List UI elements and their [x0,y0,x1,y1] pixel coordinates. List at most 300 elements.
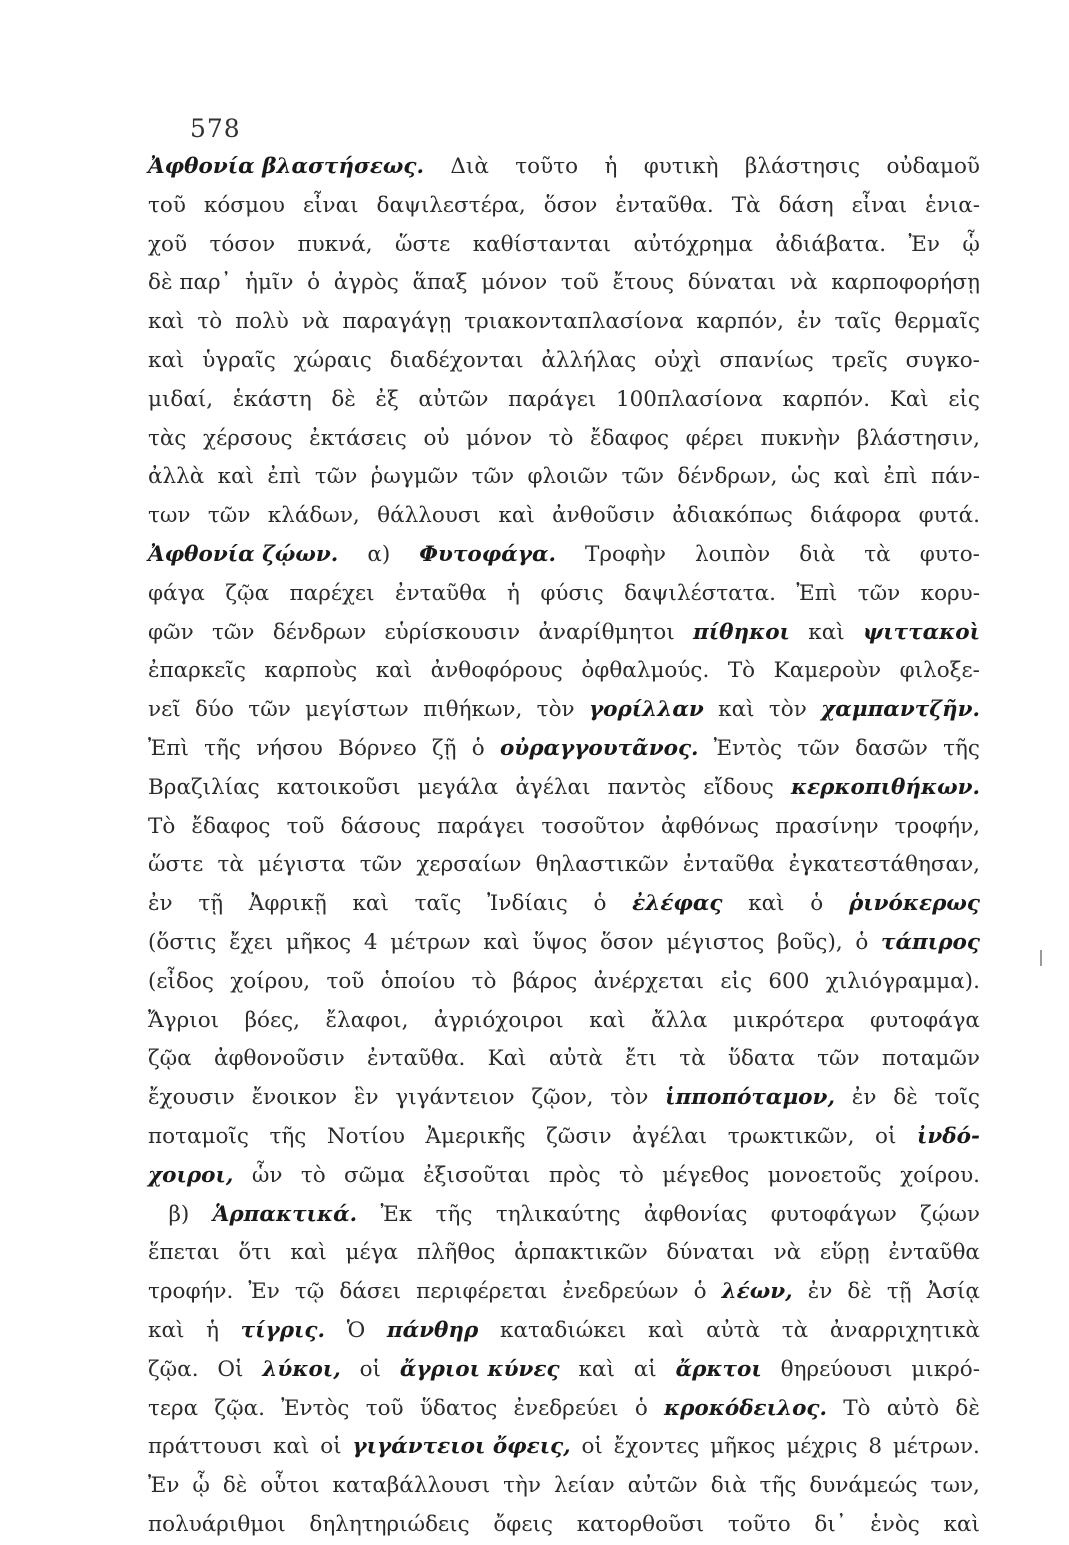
word: τῆς [759,1473,797,1499]
word: δένδρων [272,619,367,645]
word: τῶν [817,1046,860,1072]
word: Ἐπὶ [148,735,189,761]
word: οὗτοι [260,1473,320,1499]
word: τὴν [503,1473,541,1499]
word: Τροφὴν [585,541,666,567]
emphasized-term: οὐραγγουτᾶνος. [499,735,699,761]
word: δύναται [666,1240,755,1266]
word: βόες, [244,1007,300,1033]
word: διὰ [710,1473,747,1499]
word: ἑκάστη [232,386,312,412]
word: πάν- [930,464,980,490]
word: των, [930,1473,980,1499]
word: ὑγραῖς [202,347,276,373]
word: πρασίνην [775,813,879,839]
word: μέτρων [390,929,471,955]
word: καὶ [943,1511,980,1537]
text-line [148,924,980,963]
word: δαψιλέστατα. [624,580,776,606]
emphasized-term: Ἀφθονία ζῴων. [148,541,339,567]
word: δὲ [955,1395,980,1421]
word: εἶναι [302,192,359,218]
word: αὐτὰ [548,1046,603,1072]
word: συγκο- [905,347,980,373]
word: ἀδιακόπως [672,503,793,529]
word: α) [367,541,391,567]
word: Ἀμερικῆς [425,1123,526,1149]
word: τῶν [857,580,901,606]
word: καὶ [648,1317,685,1343]
word: ἔδαφος [191,813,271,839]
word: ἐνταῦθα. [366,1046,466,1072]
word: ἐνεδρεύων [562,1279,679,1305]
word: ταῖς [834,309,882,335]
word: τὸ [471,968,497,994]
word: ἐνεδρεύει [513,1395,619,1421]
word: τόσον [209,231,276,257]
word: 100πλασίονα [615,386,763,412]
emphasized-term: λύκοι, [262,1356,341,1382]
word: τῶν [314,464,358,490]
word: δὲ [331,386,356,412]
word: Ἐντὸς [281,1395,350,1421]
word: ζῴων [920,1201,980,1227]
word: πολυάριθμοι [148,1511,286,1537]
emphasized-term: ἱπποπόταμον, [665,1085,835,1111]
word: τὸν [536,697,575,723]
word: ἀνέρχεται [593,968,705,994]
text-line [148,342,980,381]
word: φυτικὴ [643,154,719,179]
word: τρωκτικῶν, [727,1123,855,1149]
emphasized-term: Ἁρπακτικά. [212,1201,358,1227]
text-line [148,458,980,497]
word: πλῆθος [416,1240,496,1266]
word: ἐνταῦθα [888,1240,980,1266]
word: ἄλλα [651,1007,708,1033]
emphasized-term: ἄγριοι κύνες [399,1356,560,1382]
word: φέρει [685,425,745,451]
word: οὐχὶ [654,347,702,373]
word: καὶ [148,309,185,335]
word: Ἐκ [380,1201,413,1227]
word: ζῷον, [531,1085,594,1111]
word: χοίρου, [230,968,311,994]
word: ἡμῖν [245,270,294,296]
word: εἰς [720,968,753,994]
emphasized-term: ψιττακοὶ [863,619,980,645]
word: καὶ [833,464,871,490]
word: φάγα [148,580,205,606]
text-line [148,1079,980,1118]
word: Οἱ [217,1356,244,1382]
word: ἀφθόνως [660,813,759,839]
word: ταῖς [414,891,462,917]
word: διάφορα [810,503,902,529]
word: καὶ [375,658,413,684]
word: των [148,503,191,529]
word: ὁ [307,270,321,296]
word: 8 [868,1434,882,1460]
emphasized-term: γιγάντειοι ὄφεις, [352,1434,571,1460]
emphasized-term: χαμπαντζῆν. [821,697,980,723]
word: τῷ [294,1279,325,1305]
word: ὕψος [532,929,588,955]
word: ἐν [807,1279,833,1305]
word: ἐπὶ [267,464,302,490]
word: ἔχοντες [613,1434,700,1460]
emphasized-term: ἐλέφας [632,891,723,917]
word: σπανίως [719,347,814,373]
word: τὰ [217,852,244,878]
word: τῆς [943,735,980,761]
text-line [148,808,980,847]
word: δὲ [847,1279,872,1305]
word: τοῦ [326,968,365,994]
word: ὁ [634,1395,648,1421]
word: ἐξισοῦται [423,1162,531,1188]
word: χερσαίων [416,852,522,878]
word: τοῦ [560,270,599,296]
word: ὄφεις [493,1511,553,1537]
word: ὁ [810,891,824,917]
word: ἐνταῦθα [395,580,487,606]
word: Ἰνδίαις [487,891,568,917]
word: φυτοφάγα [870,1007,980,1033]
emphasized-term: πάνθηρ [386,1317,479,1343]
word: ζῇ [431,735,457,761]
word: Καὶ [487,1046,527,1072]
word: χοίρου. [900,1162,980,1188]
word: καὶ [578,1356,615,1382]
word: νήσου [256,735,323,761]
word: τοῦ [148,192,186,218]
word: ὁ [593,891,607,917]
word: ὕδατα [727,1046,795,1072]
word: ἡ [206,1317,219,1343]
word: μῆκος [710,1434,776,1460]
text-line [148,187,980,226]
word: Βόρνεο [338,735,417,761]
word: πυκνὴν [760,425,841,451]
word: εἴδους [703,774,774,800]
word: ὧν [251,1162,283,1188]
word: χέρσους [203,425,293,451]
word: τοῖς [934,1085,980,1111]
word: Ὁ [346,1317,366,1343]
word: αὐτόχρημα [633,231,753,257]
word: ἐν [851,1085,877,1111]
word: καρπόν, [696,309,784,335]
word: μέχρις [786,1434,858,1460]
word: 4 [363,929,378,955]
word: Τὸ [843,1395,871,1421]
word: τοῦ [365,1395,404,1421]
word: καὶ [290,1240,327,1266]
word: πολὺ [235,309,289,335]
emphasized-term: πίθηκοι [692,619,790,645]
word: θερμαῖς [894,309,980,335]
word: καθίστανται [472,231,612,257]
word: ὁ [693,1279,707,1305]
word: ὕδατος [419,1395,498,1421]
word: εὕρῃ [819,1240,870,1266]
word: καρποὺς [264,658,358,684]
word: ἔχει [229,929,274,955]
word: τερα [148,1395,199,1421]
word: Ἐν [908,231,940,257]
word: ἀγέλαι [515,774,591,800]
word: Ἄγριοι [148,1007,220,1033]
word: καταβάλλουσι [332,1473,491,1499]
word: δύο [194,697,234,723]
emphasized-term: τίγρις. [240,1317,325,1343]
word: ἀλλὰ [148,464,205,490]
word: Ἀσίᾳ [926,1279,980,1305]
word: τοῦτο [727,1511,791,1537]
word: μιδαί, [148,386,214,412]
emphasized-term: τάπιρος [881,929,980,955]
word: βλάστησις [744,154,861,179]
word: διαδέχονται [389,347,524,373]
word: Καὶ [889,386,929,412]
emphasized-term: Φυτοφάγα. [419,541,556,567]
emphasized-term: γορίλλαν [588,697,704,723]
word: τὸ [300,1162,326,1188]
word: ᾧ [192,1473,210,1499]
word: οἱ [875,1123,897,1149]
word: οὐδαμοῦ [886,154,980,179]
word: καταδιώκει [500,1317,627,1343]
emphasized-term: χοιροι, [148,1162,234,1188]
word: ἡ [604,154,618,179]
word: ἡ [507,580,520,606]
word: δυνάμεώς [809,1473,918,1499]
word: θηρεύουσι [780,1356,893,1382]
word: δι᾽ [814,1511,847,1537]
word: φύσις [540,580,604,606]
word: ἔτι [625,1046,657,1072]
word: τῆς [204,735,241,761]
word: τὸν [610,1085,649,1111]
word: ἑνια- [925,192,980,218]
word: τοσοῦτον [541,813,645,839]
word: δὲ [893,1085,918,1111]
text-line [148,497,980,536]
word: ὅσον [543,192,598,218]
word: πράττουσι [148,1434,263,1460]
text-line [148,1390,980,1429]
word: μεγάλα [417,774,499,800]
word: μόνον [466,425,533,451]
word: ἔτους [612,270,675,296]
word: τῶν [471,464,515,490]
word: ἔνοικον [251,1085,338,1111]
text-line [148,691,980,730]
text-line [148,148,980,187]
word: νεῖ [148,697,181,723]
word: καὶ [148,1317,185,1343]
word: ὥστε [395,231,451,257]
page-number: 578 [190,114,241,143]
word: Ἀφρικῇ [248,891,327,917]
word: καὶ [148,347,185,373]
word: ἀναρριχητικὰ [829,1317,980,1343]
text-line [148,1157,980,1196]
word: ζῷα [225,580,270,606]
word: 600 [768,968,810,994]
word: παρέχει [289,580,375,606]
word: ἔχουσιν [148,1085,235,1111]
word: ἀναρίθμητοι [538,619,675,645]
word: ἅπαξ [412,270,468,296]
word: ὀφθαλμούς. [581,658,710,684]
word: βλάστησιν, [856,425,980,451]
word: ζῷα [148,1046,192,1072]
word: Ἐπὶ [796,580,838,606]
text-line [148,730,980,769]
emphasized-term: λέων, [721,1279,793,1305]
word: πυκνά, [297,231,373,257]
word: τὸ [197,309,223,335]
word: τηλικαύτης [495,1201,621,1227]
word: κατοικοῦσι [276,774,401,800]
text-line [148,1312,980,1351]
emphasized-term: κερκοπιθήκων. [790,774,980,800]
word: μικρότερα [732,1007,845,1033]
word: αὐτὰ [706,1317,761,1343]
word: ἔδαφος [590,425,670,451]
text-line [148,769,980,808]
word: δὲ [222,1473,248,1499]
word: ἐνταῦθα [682,852,775,878]
word: οὐ [423,425,450,451]
word: ὁ [855,929,869,955]
word: καὶ [217,464,255,490]
word: (εἶδος [148,968,214,994]
text-line [148,226,980,265]
body-text [148,148,980,1545]
word: τοῦτο [515,154,579,179]
word: Διὰ [450,154,489,179]
word: δάσους [340,813,421,839]
word: καὶ [352,891,389,917]
word: παντὸς [607,774,687,800]
word: γιγάντειον [395,1085,515,1111]
word: πιθήκων, [423,697,523,723]
word: τῇ [886,1279,912,1305]
word: δαψιλεστέρα, [376,192,526,218]
word: ἓν [353,1085,379,1111]
word: ἐν [148,891,173,917]
word: κατορθοῦσι [576,1511,705,1537]
word: μέγιστα [258,852,346,878]
word: ἀγρὸς [333,270,399,296]
word: ἑνὸς [870,1511,920,1537]
text-line [148,1002,980,1041]
word: τῇ [198,891,224,917]
word: μικρό- [911,1356,980,1382]
word: μέγιστος [666,929,765,955]
word: καρποφορήσῃ [831,270,980,296]
word: φιλοξε- [899,658,980,684]
word: τρεῖς [831,347,888,373]
word: φῶν [148,619,194,645]
word: μέτρων. [892,1434,980,1460]
word: θάλλουσι [377,503,481,529]
text-line [148,1118,980,1157]
word: ἀνθοφόρους [430,658,563,684]
word: αὐτῶν [418,386,489,412]
word: χώραις [293,347,372,373]
word: θηλαστικῶν [535,852,669,878]
word: ἐξ [375,386,399,412]
word: τῶν [621,464,664,490]
word: δένδρων, [677,464,778,490]
word: οἱ [320,1434,342,1460]
word: μεγίστων [305,697,409,723]
word: εἶναι [851,192,908,218]
word: ἀγέλαι [632,1123,708,1149]
text-line [148,1196,980,1235]
word: ὁποίου [380,968,456,994]
emphasized-term: ῥινόκερως [848,891,980,917]
text-line [148,1040,980,1079]
word: ζῷα. [214,1395,265,1421]
word: μῆκος [285,929,352,955]
text-line [148,885,980,924]
word: ὡς [790,464,821,490]
word: ἁρπακτικῶν [514,1240,648,1266]
word: Καμεροὺν [773,658,882,684]
text-line [148,846,980,885]
text-line [148,614,980,653]
word: νὰ [773,1240,802,1266]
text-line [148,575,980,614]
word: τροφήν. [148,1279,234,1305]
word: ὥστε [148,852,204,878]
word: τοῦ [286,813,325,839]
word: τῆς [269,1123,307,1149]
text-line [148,264,980,303]
word: καὶ [498,503,535,529]
word: οἱ [359,1356,381,1382]
word: ἐν [796,309,822,335]
word: δασῶν [855,735,928,761]
word: σῶμα [344,1162,405,1188]
word: μέγα [345,1240,399,1266]
word: αὐτὸ [886,1395,940,1421]
word: διὰ [799,541,836,567]
word: αἱ [633,1356,657,1382]
word: μόνον [481,270,548,296]
word: νὰ [789,270,818,296]
word: τὰ [679,1046,706,1072]
word: ἀδιάβατα. [775,231,887,257]
word: βοῦς), [776,929,843,955]
word: μονοετοῦς [767,1162,882,1188]
text-line [148,1506,980,1545]
word: ζῷα. [148,1356,199,1382]
word: Νοτίου [326,1123,405,1149]
word: τῶν [211,619,255,645]
word: μέγεθος [662,1162,750,1188]
word: ἔλαφοι, [325,1007,409,1033]
word: (ὅστις [148,929,217,955]
text-line [148,652,980,691]
word: τροφήν, [894,813,980,839]
word: νὰ [301,309,330,335]
